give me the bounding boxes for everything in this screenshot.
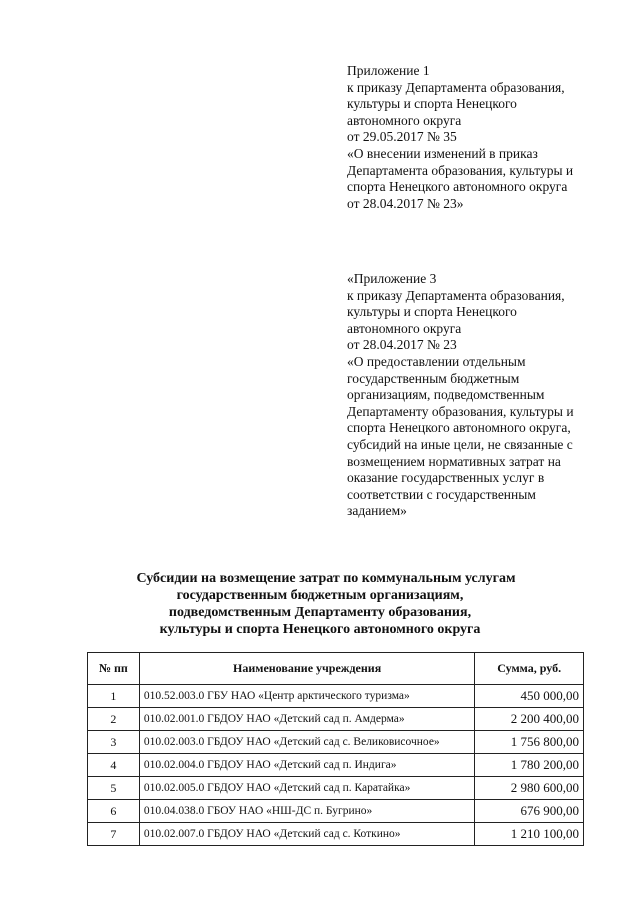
subsidies-table xyxy=(87,652,584,846)
column-header-institution: Наименование учреждения xyxy=(139,653,475,685)
appendix-3-line: «О предоставлении отдельным xyxy=(347,353,526,369)
row-number: 2 xyxy=(88,708,140,731)
institution-name: 010.02.001.0 ГБДОУ НАО «Детский сад п. Амдерма» xyxy=(139,708,475,731)
subsidy-amount: 1 756 800,00 xyxy=(475,731,584,754)
table-header-row xyxy=(88,653,584,685)
appendix-1-line: от 28.04.2017 № 23» xyxy=(347,195,464,211)
appendix-1-line: Приложение 1 xyxy=(347,63,430,78)
table-row xyxy=(88,777,584,800)
appendix-1-line: от 29.05.2017 № 35 xyxy=(347,129,457,145)
appendix-3-line: организациям, подведомственным xyxy=(347,387,545,403)
row-number: 1 xyxy=(88,685,140,708)
appendix-1-line: культуры и спорта Ненецкого xyxy=(347,96,517,112)
appendix-3-line: от 28.04.2017 № 23 xyxy=(347,337,457,353)
appendix-3-line: возмещением нормативных затрат на xyxy=(347,453,561,469)
subsidy-amount: 450 000,00 xyxy=(475,685,584,708)
appendix-3-line: оказание государственных услуг в xyxy=(347,470,545,486)
document-title-line: государственным бюджетным организациям, xyxy=(176,588,464,603)
appendix-3-line: Департаменту образования, культуры и xyxy=(347,403,574,419)
document-title-line: подведомственным Департаменту образования, xyxy=(168,605,472,620)
institution-name: 010.02.004.0 ГБДОУ НАО «Детский сад п. Индига» xyxy=(139,754,475,777)
row-number: 6 xyxy=(88,800,140,823)
table-row xyxy=(88,708,584,731)
subsidy-amount: 1 780 200,00 xyxy=(475,754,584,777)
table-row xyxy=(88,731,584,754)
row-number: 3 xyxy=(88,731,140,754)
appendix-3-line: субсидий на иные цели, не связанные с xyxy=(347,436,573,452)
document-title-line: культуры и спорта Ненецкого автономного округа xyxy=(159,622,481,637)
appendix-1-line: спорта Ненецкого автономного округа xyxy=(347,179,568,195)
appendix-3-line: автономного округа xyxy=(347,320,462,336)
row-number: 4 xyxy=(88,754,140,777)
institution-name: 010.04.038.0 ГБОУ НАО «НШ-ДС п. Бугрино» xyxy=(139,800,475,823)
document-title xyxy=(0,570,640,638)
table-row xyxy=(88,685,584,708)
column-header-amount: Сумма, руб. xyxy=(475,653,584,685)
appendix-3-line: спорта Ненецкого автономного округа, xyxy=(347,420,571,436)
subsidy-amount: 2 200 400,00 xyxy=(475,708,584,731)
table-row xyxy=(88,823,584,846)
table-row xyxy=(88,800,584,823)
appendix-3-line: государственным бюджетным xyxy=(347,370,520,386)
appendix-1-line: к приказу Департамента образования, xyxy=(347,79,565,95)
table-row xyxy=(88,754,584,777)
row-number: 5 xyxy=(88,777,140,800)
appendix-3-line: соответствии с государственным xyxy=(347,486,536,502)
subsidy-amount: 1 210 100,00 xyxy=(475,823,584,846)
appendix-3-line: заданием» xyxy=(347,503,407,519)
institution-name: 010.02.003.0 ГБДОУ НАО «Детский сад с. Великовисочное» xyxy=(139,731,475,754)
appendix-1-line: Департамента образования, культуры и xyxy=(347,162,574,178)
row-number: 7 xyxy=(88,823,140,846)
appendix-3-line: культуры и спорта Ненецкого xyxy=(347,304,517,320)
subsidy-amount: 2 980 600,00 xyxy=(475,777,584,800)
appendix-1-header xyxy=(347,63,617,212)
institution-name: 010.02.007.0 ГБДОУ НАО «Детский сад с. Коткино» xyxy=(139,823,475,846)
appendix-3-line: к приказу Департамента образования, xyxy=(347,287,565,303)
appendix-3-line: «Приложение 3 xyxy=(347,271,437,286)
appendix-3-header xyxy=(347,271,617,520)
appendix-1-line: автономного округа xyxy=(347,112,462,128)
institution-name: 010.02.005.0 ГБДОУ НАО «Детский сад п. Каратайка» xyxy=(139,777,475,800)
subsidy-amount: 676 900,00 xyxy=(475,800,584,823)
column-header-number: № пп xyxy=(88,653,140,685)
document-title-line: Субсидии на возмещение затрат по коммунальным услугам xyxy=(136,571,516,586)
appendix-1-line: «О внесении изменений в приказ xyxy=(347,145,538,161)
institution-name: 010.52.003.0 ГБУ НАО «Центр арктического туризма» xyxy=(139,685,475,708)
